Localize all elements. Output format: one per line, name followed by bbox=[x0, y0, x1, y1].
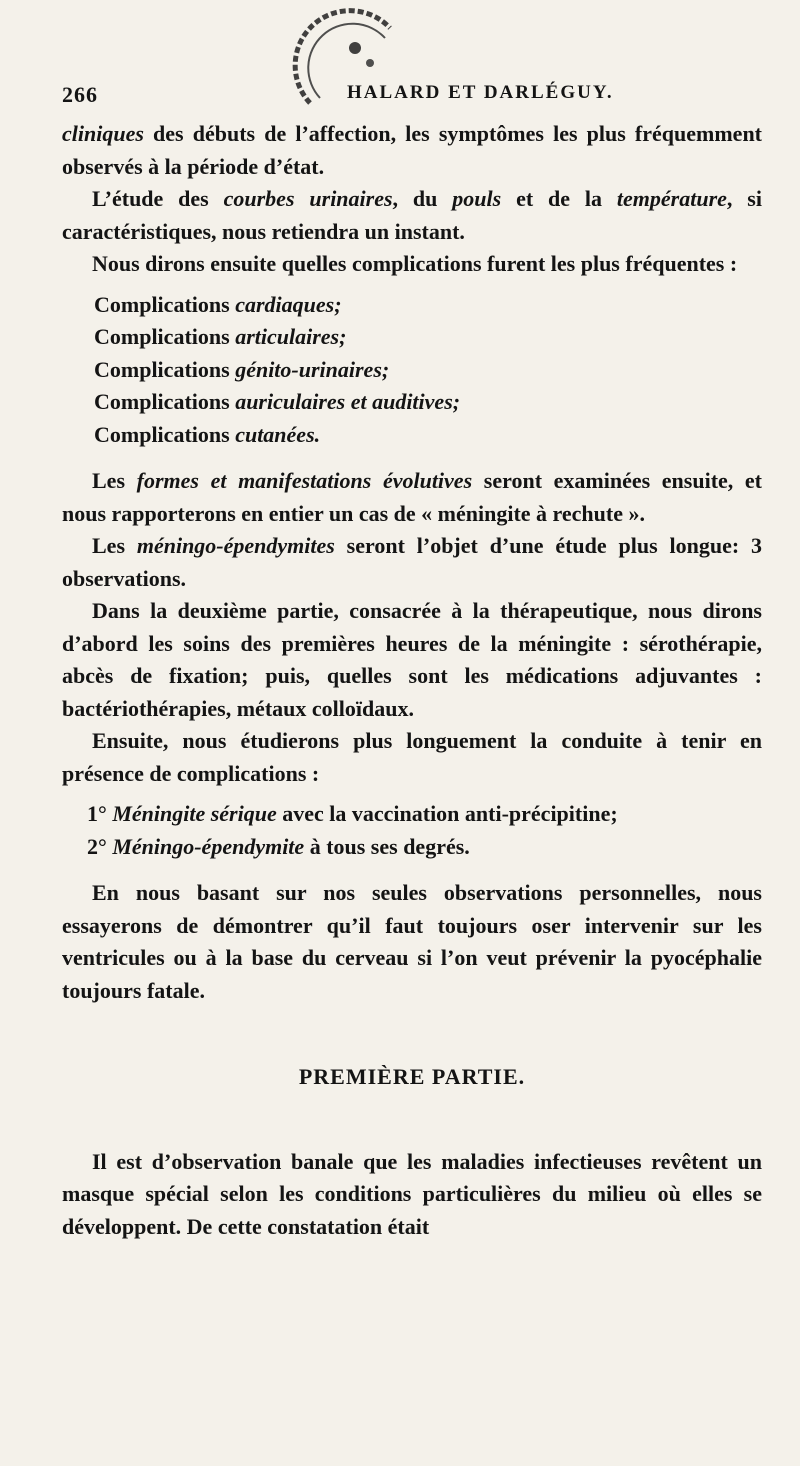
item-qualifier: auriculaires et auditives; bbox=[235, 389, 461, 414]
paragraph-8 bbox=[62, 877, 762, 1007]
text: Il est d’observation banale que les maladies infectieuses revêtent un masque spécial selon les conditions particulières du milieu où elles se développent. De cette constatation était bbox=[62, 1148, 762, 1239]
list-item bbox=[94, 386, 762, 419]
text: Dans la deuxième partie, consacrée à la thérapeutique, nous dirons d’abord les soins des premières heures de la méningite : sérothérapie, abcès de fixation; puis, quelles sont les médications adjuvantes : bactériothérapies, métaux colloïdaux. bbox=[62, 598, 762, 721]
paragraph-7 bbox=[62, 725, 762, 790]
item-number: 1° bbox=[87, 801, 107, 826]
item-qualifier: cardiaques; bbox=[235, 291, 342, 317]
item-term: Méningite sérique bbox=[112, 801, 277, 826]
emphasis: formes et manifestations évolutives bbox=[136, 468, 473, 493]
text: Les bbox=[92, 468, 137, 493]
page-body bbox=[62, 118, 762, 1243]
text: seront l’objet d’une étude plus longue: 3 observations. bbox=[62, 533, 762, 591]
numbered-list bbox=[62, 798, 762, 863]
running-title: HALARD ET DARLÉGUY. bbox=[347, 82, 614, 103]
numbered-item bbox=[87, 831, 762, 864]
emphasis: température bbox=[616, 186, 727, 211]
emphasis: pouls bbox=[452, 186, 502, 211]
text: L’étude des bbox=[92, 186, 224, 211]
list-item bbox=[94, 419, 762, 452]
item-qualifier: génito-urinaires; bbox=[235, 356, 390, 382]
paragraph-1 bbox=[62, 118, 762, 183]
text: Ensuite, nous étudierons plus longuement la conduite à tenir en présence de complications : bbox=[62, 728, 762, 786]
section-title: PREMIÈRE PARTIE. bbox=[298, 1064, 526, 1089]
text: des débuts de l’affection, les symptômes les plus fréquemment observés à la période d’état. bbox=[62, 121, 762, 179]
paragraph-5 bbox=[62, 530, 762, 595]
list-item bbox=[94, 289, 762, 322]
text: , du bbox=[392, 186, 453, 211]
item-label: Complications bbox=[94, 291, 236, 317]
page-number: 266 bbox=[62, 82, 98, 107]
text: Les bbox=[92, 533, 137, 558]
paragraph-9 bbox=[62, 1146, 762, 1244]
numbered-item bbox=[87, 798, 762, 831]
item-label: Complications bbox=[94, 421, 236, 447]
page-header bbox=[62, 82, 762, 112]
paragraph-3 bbox=[62, 248, 762, 281]
text: seront examinées ensuite, et nous rapporterons en entier un cas de « méningite à rechute ». bbox=[62, 468, 762, 526]
text: En nous basant sur nos seules observations personnelles, nous essayerons de démontrer qu’il faut toujours oser intervenir sur les ventricules ou à la base du cerveau si l’on veut prévenir la pyocéphalie toujours fatale. bbox=[62, 880, 762, 1003]
item-rest: à tous ses degrés. bbox=[304, 833, 470, 859]
text: et de la bbox=[501, 186, 617, 211]
list-item bbox=[94, 354, 762, 387]
item-label: Complications bbox=[94, 389, 236, 414]
complications-list bbox=[62, 289, 762, 452]
item-qualifier: articulaires; bbox=[235, 324, 347, 349]
item-rest: avec la vaccination anti-précipitine; bbox=[276, 801, 618, 826]
list-item bbox=[94, 321, 762, 354]
paragraph-4 bbox=[62, 465, 762, 530]
item-label: Complications bbox=[94, 356, 236, 382]
text: , si caractéristiques, nous retiendra un instant. bbox=[62, 186, 762, 244]
emphasis: cliniques bbox=[62, 121, 144, 146]
item-term: Méningo-épendymite bbox=[112, 833, 305, 859]
paragraph-2 bbox=[62, 183, 762, 248]
emphasis: courbes urinaires bbox=[223, 186, 393, 211]
text: Nous dirons ensuite quelles complications furent les plus fréquentes : bbox=[92, 251, 738, 276]
item-qualifier: cutanées. bbox=[235, 421, 321, 447]
paragraph-6 bbox=[62, 595, 762, 725]
emphasis: méningo-épendymites bbox=[136, 533, 335, 558]
item-number: 2° bbox=[87, 833, 107, 859]
item-label: Complications bbox=[94, 324, 236, 349]
